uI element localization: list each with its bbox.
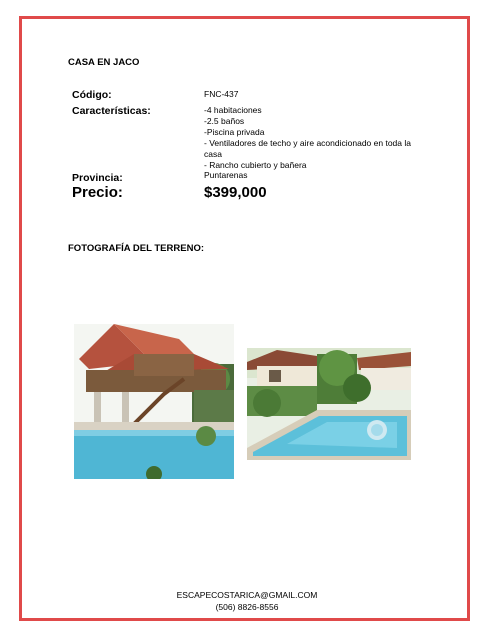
feature-item: -2.5 baños bbox=[204, 116, 245, 126]
listing-title: CASA EN JACO bbox=[68, 57, 140, 68]
pool-photo bbox=[247, 348, 411, 460]
province-value: Puntarenas bbox=[204, 170, 248, 180]
footer-phone: (506) 8826-8556 bbox=[215, 602, 279, 612]
photos-section-title: FOTOGRAFÍA DEL TERRENO: bbox=[68, 243, 204, 254]
price-value: $399,000 bbox=[204, 184, 267, 201]
feature-item: - Ventiladores de techo y aire acondicionado en toda la casa bbox=[204, 138, 411, 159]
code-value: FNC-437 bbox=[204, 89, 239, 99]
feature-item: - Rancho cubierto y bañera bbox=[204, 160, 307, 170]
province-label: Provincia: bbox=[72, 172, 123, 184]
features-list bbox=[204, 105, 414, 171]
house-photo bbox=[74, 324, 234, 479]
features-label: Características: bbox=[72, 105, 151, 117]
footer-email[interactable]: ESCAPECOSTARICA@GMAIL.COM bbox=[176, 590, 318, 600]
feature-item: -4 habitaciones bbox=[204, 105, 262, 115]
price-label: Precio: bbox=[72, 184, 123, 201]
features-list-container bbox=[204, 105, 414, 171]
feature-item: -Piscina privada bbox=[204, 127, 265, 137]
code-label: Código: bbox=[72, 89, 112, 101]
